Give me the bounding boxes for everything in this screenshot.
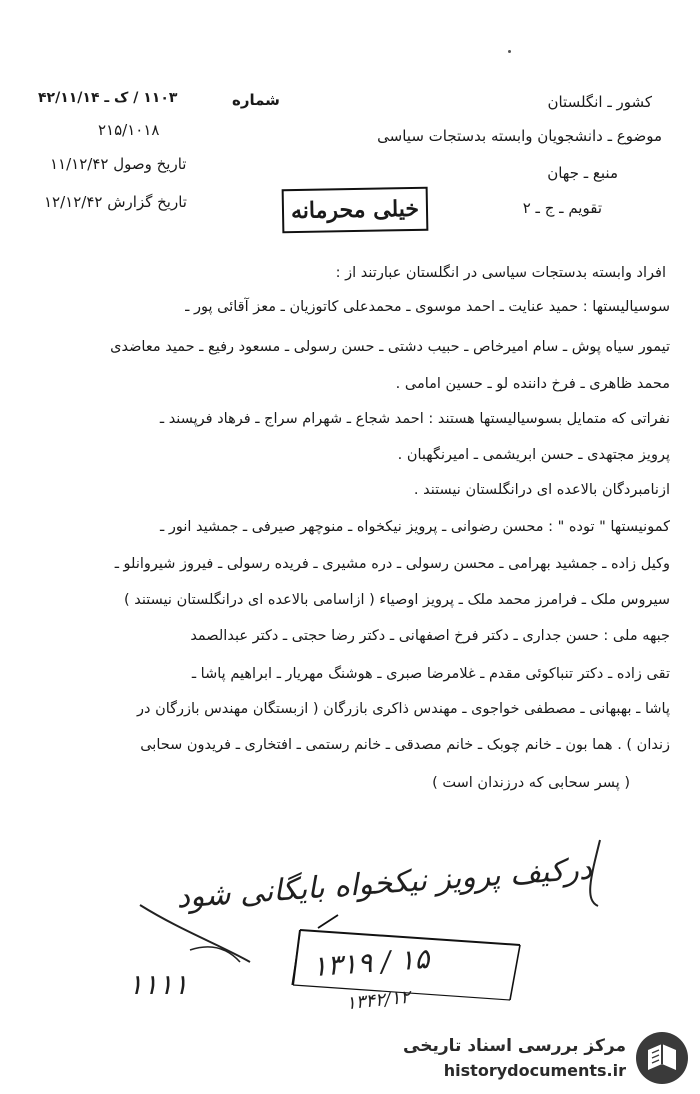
header-evaluation: تقویم ـ ج ـ ۲ [522,199,602,217]
handwritten-initials: ۱۱۱۱ [128,968,189,1001]
archive-logo-icon [634,1030,690,1086]
body-line-9: وکیل زاده ـ جمشید بهرامی ـ محسن رسولی ـ دره مشیری ـ فریده رسولی ـ فیروز شیروانلو ـ [114,556,670,572]
header-received: تاریخ وصول ۱۱/۱۲/۴۲ [50,155,187,173]
body-line-1: افراد وابسته بدستجات سیاسی در انگلستان عبارتند از : [335,265,666,281]
header-number-label: شماره [232,91,280,109]
speck-mark [508,50,511,53]
body-line-10: سیروس ملک ـ فرامرز محمد ملک ـ پرویز اوصیاء ( ازاسامی بالاعده ای درانگلستان نیستند ) [123,592,670,608]
body-line-11: جبهه ملی : حسن جداری ـ دکتر فرخ اصفهانی ـ دکتر رضا حجتی ـ دکتر عبدالصمد [190,628,670,644]
body-line-5: نفراتی که متمایل بسوسیالیستها هستند : احمد شجاع ـ شهرام سراج ـ فرهاد فرپسند ـ [159,411,670,427]
watermark-name: مرکز بررسی اسناد تاریخی [403,1036,626,1056]
header-reported: تاریخ گزارش ۱۲/۱۲/۴۲ [44,193,187,211]
body-line-4: محمد ظاهری ـ فرخ داننده لو ـ حسین امامی . [395,376,670,392]
box-number: ۱۵ / ۱۳۱۹ [310,941,431,984]
body-line-2: سوسیالیستها : حمید عنایت ـ احمد موسوی ـ محمدعلی کاتوزیان ـ معز آقائی پور ـ [185,299,670,315]
box-date: ۱۳۴۲/۱۲ [345,986,412,1015]
body-line-12: تقی زاده ـ دکتر تنباکوئی مقدم ـ غلامرضا صبری ـ هوشنگ مهریار ـ ابراهیم پاشا ـ [191,666,670,682]
handwritten-note: درکیف پرویز نیکخواه بایگانی شود [174,851,593,916]
header-subject: موضوع ـ دانشجویان وابسته بدستجات سیاسی [377,127,662,145]
body-line-13: پاشا ـ بهبهانی ـ مصطفی خواجوی ـ مهندس ذاکری بازرگان ( ازبستگان مهندس بازرگان در [137,701,670,717]
header-country: کشور ـ انگلستان [547,93,652,111]
classification-stamp: خیلی محرمانه [282,187,429,234]
body-line-8: کمونیستها " توده " : محسن رضوانی ـ پرویز نیکخواه ـ منوچهر صیرفی ـ جمشید انور ـ [160,519,670,535]
body-line-6: پرویز مجتهدی ـ حسن ابریشمی ـ امیرنگهبان . [397,447,670,463]
body-line-7: ازنامبردگان بالاعده ای درانگلستان نیستند . [413,482,670,498]
body-line-14: زندان ) . هما بون ـ خانم چوبک ـ خانم مصدقی ـ خانم رستمی ـ افتخاری ـ فریدون سحابی [140,737,670,753]
header-number-value: ۱۱۰۳ / ک ـ ۴۲/۱۱/۱۴ [38,90,178,106]
body-line-15: ( پسر سحابی که درزندان است ) [432,775,630,791]
header-number-sub: ۲۱۵/۱۰۱۸ [98,121,160,139]
watermark-url: historydocuments.ir [443,1061,626,1080]
body-line-3: تیمور سیاه پوش ـ سام امیرخاص ـ حبیب دشتی ـ حسن رسولی ـ مسعود رفیع ـ حمید معاضدی [110,339,670,355]
header-source: منبع ـ جهان [547,164,618,182]
